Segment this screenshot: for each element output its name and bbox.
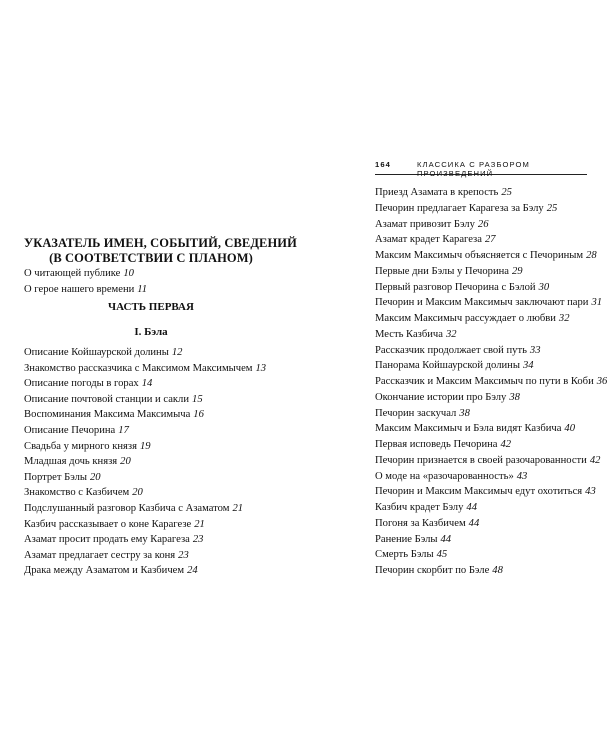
entry-page-number: 15 [192, 393, 203, 405]
index-entry [24, 424, 129, 437]
index-entry [375, 328, 457, 341]
index-entry [24, 267, 134, 280]
entry-page-number: 21 [232, 503, 244, 514]
entry-text: Печорин признается в своей разочарованности [375, 454, 587, 466]
entry-page-number: 16 [193, 409, 204, 421]
entry-text: Окончание истории про Бэлу [375, 391, 507, 403]
entry-page-number: 30 [538, 281, 550, 293]
index-entry [375, 454, 600, 467]
entry-text: Смерть Бэлы [375, 549, 434, 561]
index-entry [375, 296, 602, 309]
index-entry [24, 486, 143, 499]
running-head [375, 160, 587, 178]
index-entry [375, 564, 503, 577]
entry-page-number: 42 [589, 454, 601, 466]
entry-page-number: 24 [187, 565, 198, 577]
index-entry [375, 375, 607, 388]
index-title [24, 236, 297, 266]
entry-page-number: 12 [171, 347, 183, 358]
index-title-line: (В СООТВЕТСТВИИ С ПЛАНОМ) [49, 251, 253, 265]
entry-text: Описание Койшаурской долины [24, 347, 169, 358]
entry-text: Знакомство рассказчика с Максимом Максимычем [24, 362, 253, 374]
entry-text: Воспоминания Максима Максимыча [24, 409, 191, 421]
entry-page-number: 21 [194, 518, 205, 530]
entry-page-number: 27 [484, 234, 496, 246]
entry-text: Азамат просит продать ему Карагеза [24, 534, 190, 546]
index-entry [24, 440, 151, 453]
index-entry [375, 533, 451, 546]
entry-text: Максим Максимыч и Бэла видят Казбича [375, 423, 562, 435]
entry-page-number: 20 [89, 471, 101, 483]
index-entry [375, 485, 596, 498]
entry-text: Азамат предлагает сестру за коня [24, 549, 176, 561]
entry-text: О герое нашего времени [24, 284, 135, 295]
index-entry [375, 548, 447, 561]
right-page [300, 0, 607, 750]
entry-page-number: 38 [459, 407, 470, 419]
entry-page-number: 33 [529, 344, 541, 356]
index-entry [375, 422, 575, 435]
index-entry [375, 344, 541, 357]
index-entry [375, 407, 470, 420]
entry-text: Печорин и Максим Максимыч заключают пари [375, 297, 589, 309]
index-entry [375, 470, 527, 483]
entry-page-number: 19 [139, 440, 151, 452]
index-entry [375, 218, 488, 231]
entry-text: Погоня за Казбичем [375, 517, 466, 529]
entry-page-number: 44 [440, 533, 452, 545]
entry-text: Азамат привозит Бэлу [375, 218, 475, 230]
entry-text: Панорама Койшаурской долины [375, 360, 520, 372]
entry-page-number: 42 [500, 439, 512, 450]
index-entry [375, 233, 496, 246]
entry-text: Описание почтовой станции и сакли [24, 393, 190, 405]
index-entry [375, 501, 477, 514]
entry-text: Казбич рассказывает о коне Карагезе [24, 518, 192, 530]
entry-page-number: 29 [511, 265, 523, 277]
index-entry [24, 471, 101, 484]
entry-page-number: 40 [564, 423, 576, 435]
entry-text: Приезд Азамата в крепость [375, 187, 499, 198]
index-entry [375, 186, 512, 199]
index-entry [375, 517, 479, 530]
index-entry [24, 362, 266, 375]
entry-page-number: 44 [468, 517, 480, 529]
entry-page-number: 25 [546, 202, 558, 214]
entry-text: Подслушанный разговор Казбича с Азаматом [24, 503, 230, 514]
index-entry [24, 502, 243, 515]
index-entry [24, 393, 203, 406]
index-title-line: УКАЗАТЕЛЬ ИМЕН, СОБЫТИЙ, СВЕДЕНИЙ [24, 236, 297, 250]
running-head-page-number: 164 [375, 160, 391, 169]
entry-text: О моде на «разочарованность» [375, 470, 514, 482]
entry-text: Первая исповедь Печорина [375, 439, 498, 450]
entry-page-number: 23 [192, 534, 204, 546]
index-entry [375, 265, 523, 278]
part-heading: ЧАСТЬ ПЕРВАЯ [108, 301, 194, 313]
entry-text: Ранение Бэлы [375, 533, 438, 545]
index-entry [24, 455, 131, 468]
entry-text: Печорин скорбит по Бэле [375, 565, 490, 576]
entry-text: Портрет Бэлы [24, 471, 87, 483]
entry-text: Максим Максимыч рассуждает о любви [375, 313, 556, 324]
entry-text: Младшая дочь князя [24, 456, 118, 468]
entry-page-number: 13 [255, 362, 267, 374]
entry-text: Печорин и Максим Максимыч едут охотиться [375, 486, 583, 498]
entry-page-number: 45 [436, 549, 448, 561]
entry-page-number: 34 [522, 360, 534, 372]
entry-page-number: 11 [137, 284, 148, 295]
index-entry [375, 202, 557, 215]
entry-text: Описание погоды в горах [24, 378, 139, 390]
entry-text: Азамат крадет Карагеза [375, 234, 482, 246]
index-entry [375, 359, 534, 372]
entry-page-number: 20 [132, 487, 143, 499]
entry-page-number: 32 [558, 313, 570, 324]
entry-text: Описание Печорина [24, 425, 116, 436]
left-page [0, 0, 300, 750]
index-entry [24, 408, 204, 421]
index-entry [375, 249, 597, 262]
entry-text: Казбич крадет Бэлу [375, 502, 464, 513]
index-entry [24, 377, 152, 390]
entry-page-number: 48 [492, 565, 503, 576]
entry-page-number: 32 [445, 328, 457, 340]
index-entry [24, 533, 203, 546]
entry-page-number: 43 [516, 470, 528, 482]
entry-text: Рассказчик продолжает свой путь [375, 344, 527, 356]
entry-page-number: 17 [118, 425, 129, 436]
index-entry [375, 281, 549, 294]
entry-page-number: 26 [477, 218, 489, 230]
entry-text: О читающей публике [24, 268, 121, 279]
index-entry [375, 312, 570, 325]
entry-page-number: 44 [466, 502, 477, 513]
index-entry [375, 391, 520, 404]
entry-text: Драка между Азаматом и Казбичем [24, 565, 185, 577]
entry-text: Печорин заскучал [375, 407, 457, 419]
index-entry [24, 518, 205, 531]
entry-page-number: 28 [586, 250, 597, 261]
entry-page-number: 43 [585, 486, 596, 498]
running-head-title: КЛАССИКА С РАЗБОРОМ ПРОИЗВЕДЕНИЙ [417, 160, 530, 178]
entry-page-number: 14 [141, 378, 153, 390]
entry-page-number: 23 [178, 549, 189, 561]
entry-page-number: 20 [120, 456, 131, 468]
entry-text: Месть Казбича [375, 328, 443, 340]
entry-page-number: 36 [596, 376, 607, 387]
index-entry [24, 283, 147, 296]
index-entry [24, 564, 198, 577]
entry-text: Первый разговор Печорина с Бэлой [375, 281, 536, 293]
entry-text: Первые дни Бэлы у Печорина [375, 265, 509, 277]
entry-text: Печорин предлагает Карагеза за Бэлу [375, 202, 544, 214]
index-entry [24, 346, 182, 359]
entry-text: Рассказчик и Максим Максимыч по пути в Коби [375, 376, 594, 387]
index-entry [24, 549, 189, 562]
entry-page-number: 10 [123, 268, 134, 279]
index-entry [375, 438, 511, 451]
entry-page-number: 38 [509, 391, 520, 403]
entry-page-number: 31 [591, 297, 603, 309]
entry-text: Максим Максимыч объясняется с Печориным [375, 250, 584, 261]
entry-text: Свадьба у мирного князя [24, 440, 137, 452]
entry-page-number: 25 [501, 187, 512, 198]
chapter-heading: I. Бэла [134, 326, 168, 338]
entry-text: Знакомство с Казбичем [24, 487, 130, 499]
